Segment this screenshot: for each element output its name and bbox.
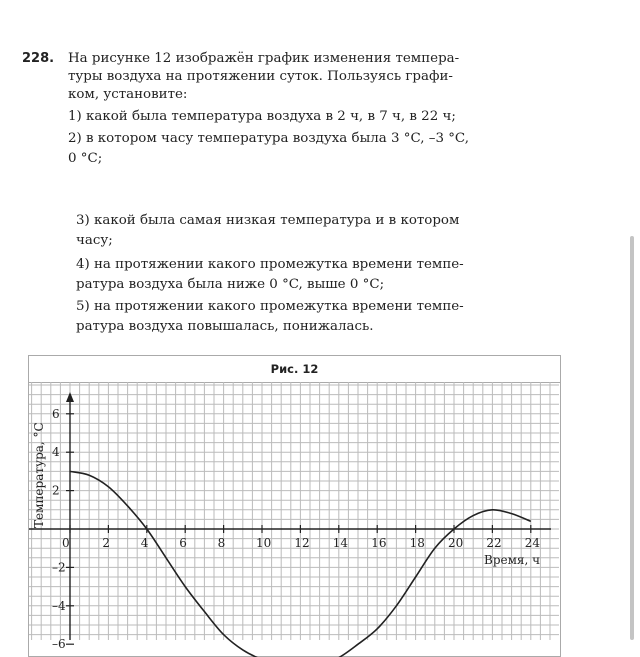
- x-tick-label: 10: [256, 536, 272, 550]
- problem-line: 5) на протяжении какого промежутка времени темпе-: [76, 299, 464, 314]
- x-tick-label: 0: [62, 536, 70, 550]
- x-tick-label: 20: [448, 536, 464, 550]
- problem-line: часу;: [76, 233, 113, 248]
- y-tick-label: –2: [52, 560, 66, 575]
- y-tick-label: 2: [52, 483, 60, 498]
- x-tick-label: 2: [102, 536, 111, 550]
- problem-line: 2) в котором часу температура воздуха была 3 °C, –3 °C,: [68, 131, 469, 146]
- x-axis-label: Время, ч: [484, 553, 541, 567]
- y-tick-label: –4: [52, 598, 66, 613]
- problem-line: 1) какой была температура воздуха в 2 ч, в 7 ч, в 22 ч;: [68, 109, 456, 124]
- problem-line: ратура воздуха повышалась, понижалась.: [76, 319, 374, 334]
- x-tick-label: 24: [524, 536, 541, 550]
- problem-line: 3) какой была самая низкая температура и в котором: [76, 213, 460, 228]
- y-tick-label: 4: [52, 445, 60, 460]
- x-tick-label: 14: [332, 536, 349, 550]
- x-tick-label: 8: [217, 536, 226, 550]
- problem-line: На рисунке 12 изображён график изменения темпера-: [68, 51, 460, 66]
- problem-number: 228.: [22, 51, 55, 66]
- x-tick-label: 16: [371, 536, 387, 550]
- problem-line: ком, установите:: [68, 87, 188, 102]
- x-tick-label: 18: [409, 536, 425, 550]
- y-tick-label: 6: [52, 406, 60, 421]
- y-axis-arrow: [66, 392, 74, 402]
- problem-line: 4) на протяжении какого промежутка времени темпе-: [76, 257, 464, 272]
- x-tick-label: 22: [486, 536, 502, 550]
- x-tick-label: 6: [179, 536, 187, 550]
- problem-line: туры воздуха на протяжении суток. Пользуясь графи-: [68, 69, 453, 84]
- y-tick-label: –6: [52, 637, 66, 652]
- y-axis-label: Температура, °C: [32, 422, 46, 528]
- x-tick-label: 4: [140, 536, 149, 550]
- chart-grid: [29, 382, 559, 640]
- x-tick-label: 12: [294, 536, 310, 550]
- figure-caption: Рис. 12: [29, 356, 560, 383]
- problem-line: ратура воздуха была ниже 0 °C, выше 0 °C;: [76, 277, 385, 292]
- problem-line: 0 °C;: [68, 151, 103, 166]
